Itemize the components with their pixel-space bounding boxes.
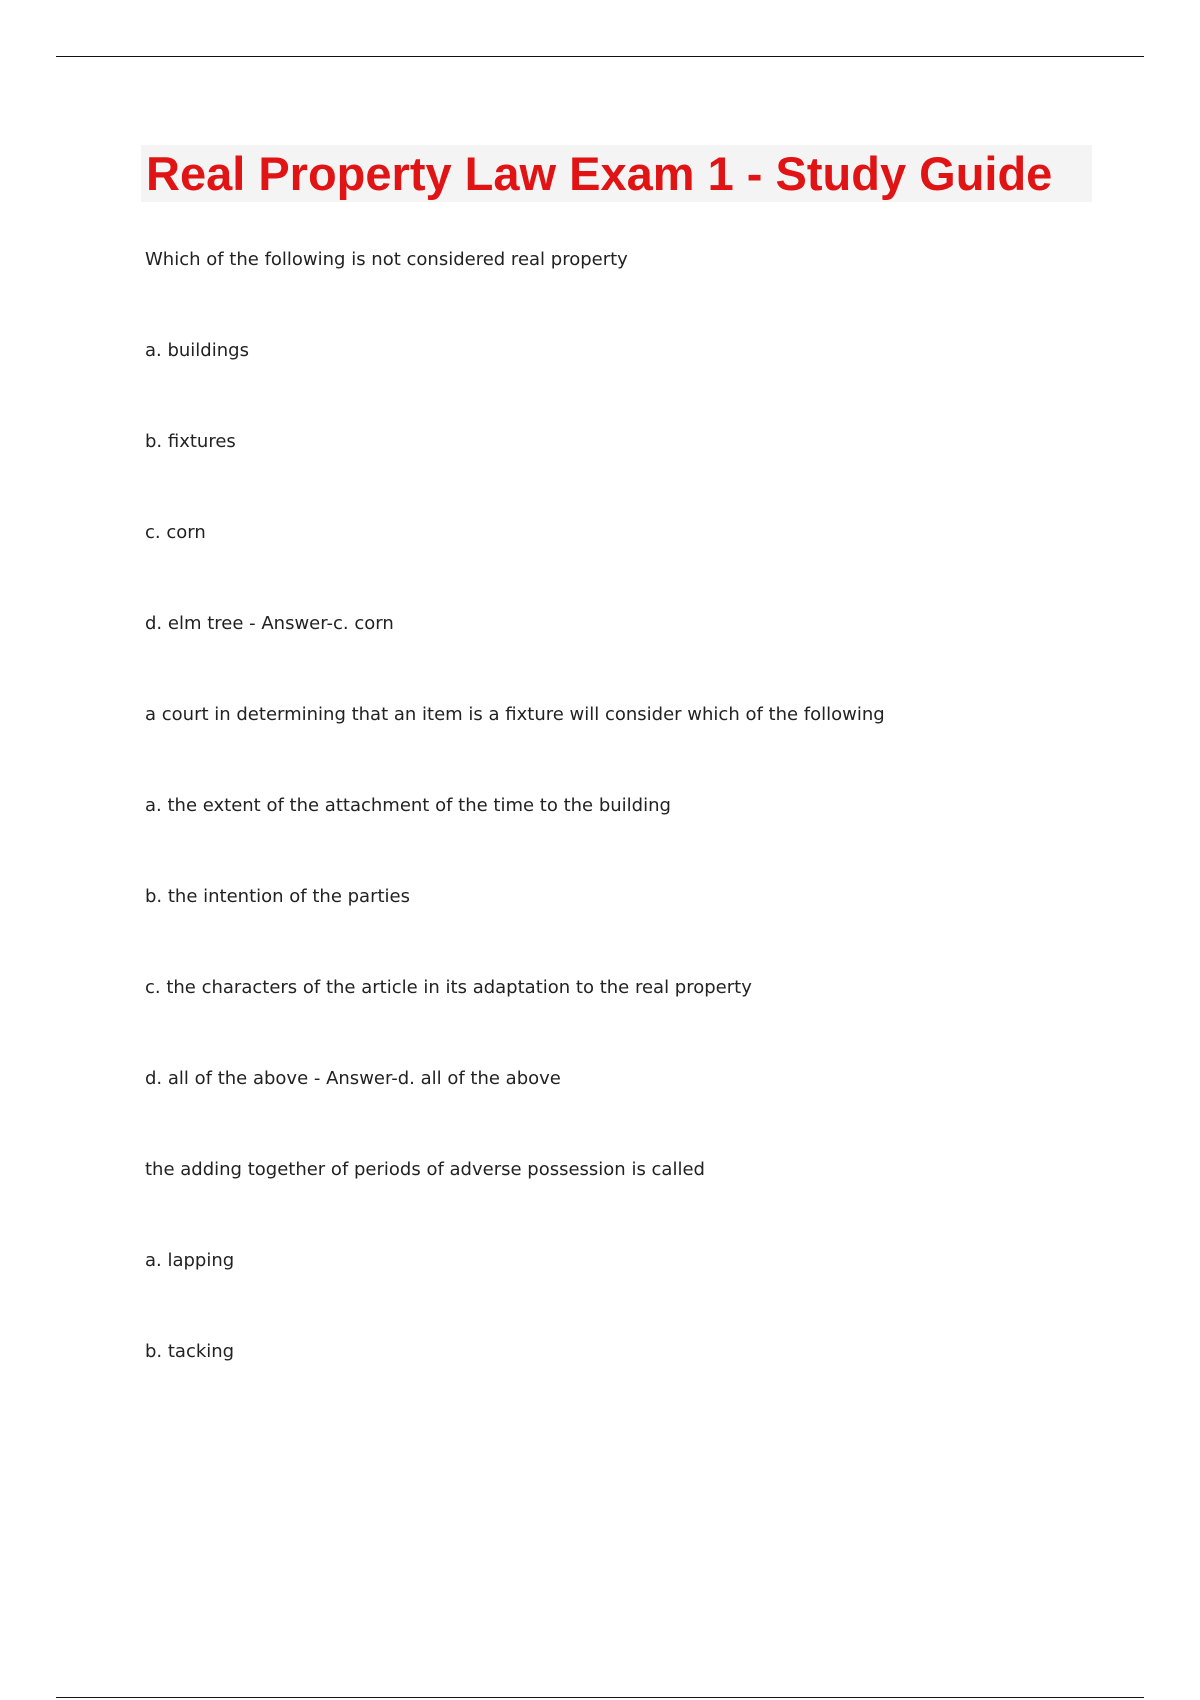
question-1-option-d-answer: d. elm tree - Answer-c. corn	[145, 613, 394, 634]
document-title: Real Property Law Exam 1 - Study Guide	[146, 147, 1053, 200]
question-2-text: a court in determining that an item is a fixture will consider which of the following	[145, 704, 885, 725]
question-1-option-c: c. corn	[145, 522, 206, 543]
question-2-option-d-answer: d. all of the above - Answer-d. all of the above	[145, 1068, 561, 1089]
bottom-divider	[56, 1697, 1144, 1698]
document-body	[145, 246, 1145, 1429]
question-2-option-c: c. the characters of the article in its adaptation to the real property	[145, 977, 752, 998]
question-2-option-b: b. the intention of the parties	[145, 886, 410, 907]
question-2-option-a: a. the extent of the attachment of the time to the building	[145, 795, 671, 816]
question-1-option-a: a. buildings	[145, 340, 249, 361]
question-1-option-b: b. fixtures	[145, 431, 236, 452]
question-3-option-b: b. tacking	[145, 1341, 235, 1362]
question-1-text: Which of the following is not considered real property	[145, 249, 628, 270]
question-3-text: the adding together of periods of adverse possession is called	[145, 1159, 705, 1180]
question-3-option-a: a. lapping	[145, 1250, 235, 1271]
top-divider	[56, 56, 1144, 57]
